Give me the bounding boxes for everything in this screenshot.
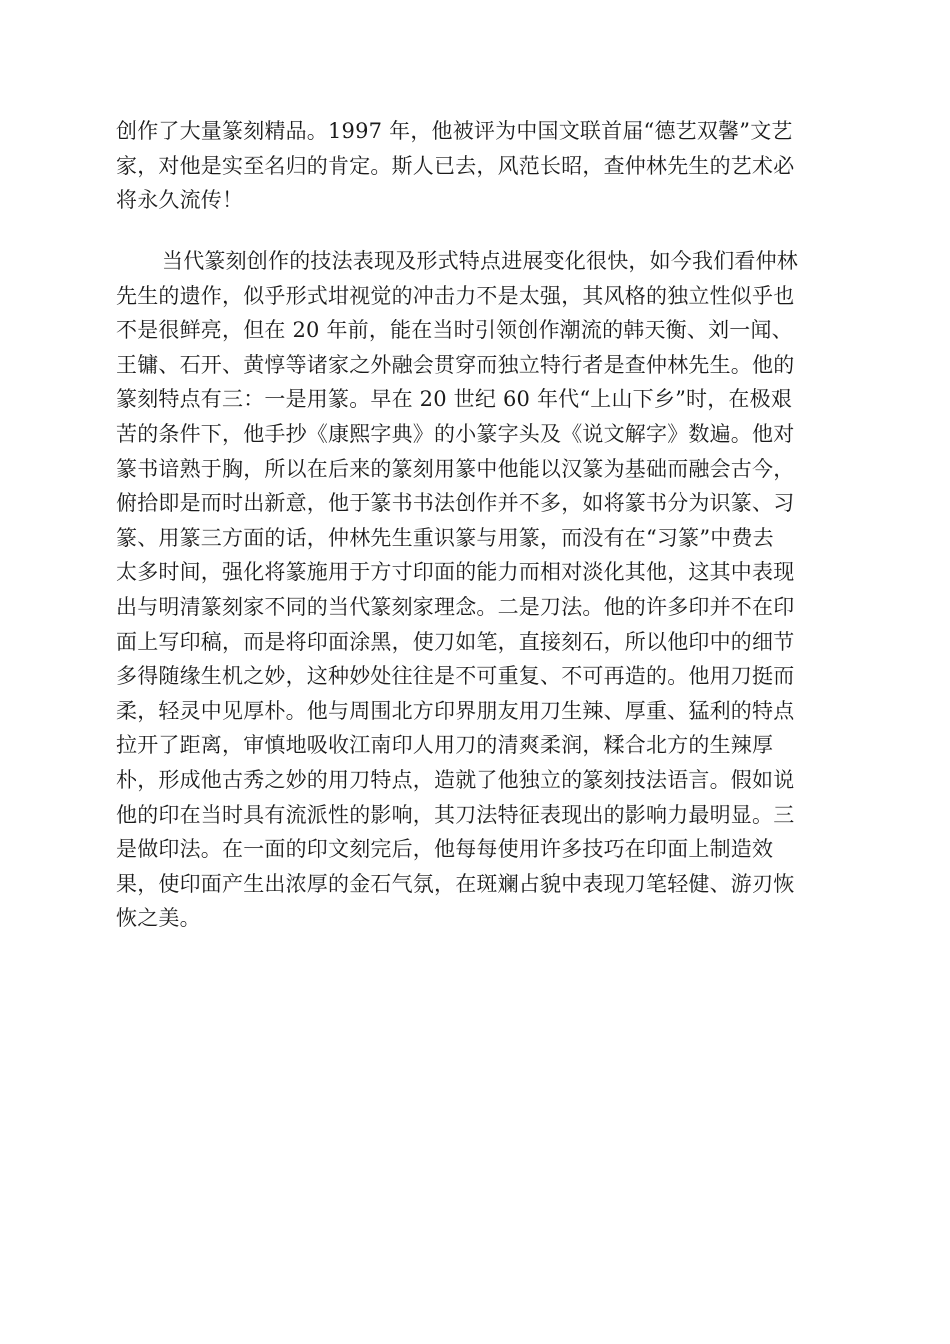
paragraph-line: 多得随缘生机之妙，这种妙处往往是不可重复、不可再造的。他用刀挺而: [116, 664, 795, 689]
paragraph-line: 他的印在当时具有流派性的影响，其刀法特征表现出的影响力最明显。三: [116, 802, 795, 827]
paragraph-line: 先生的遗作，似乎形式坩视觉的冲击力不是太强，其风格的独立性似乎也: [116, 283, 795, 308]
paragraph-line: 太多时间，强化将篆施用于方寸印面的能力而相对淡化其他，这其中表现: [116, 560, 795, 585]
paragraph-line: 拉开了距离，审慎地吸收江南印人用刀的清爽柔润，糅合北方的生辣厚: [116, 733, 774, 758]
paragraph-line: 将永久流传！: [116, 188, 244, 213]
paragraph-line: 篆、用篆三方面的话，仲林先生重识篆与用篆，而没有在“习篆”中费去: [116, 525, 774, 550]
paragraph-line: 柔，轻灵中见厚朴。他与周围北方印界朋友用刀生辣、厚重、猛利的特点: [116, 698, 795, 723]
paragraph-line: 恢之美。: [116, 906, 201, 931]
paragraph-line: 王镛、石开、黄惇等诸家之外融会贯穿而独立特行者是查仲林先生。他的: [116, 352, 795, 377]
paragraph-line: 篆书谙熟于胸，所以在后来的篆刻用篆中他能以汉篆为基础而融会古今，: [116, 456, 795, 481]
paragraph-1: [116, 114, 834, 218]
paragraph-line: 朴，形成他古秀之妙的用刀特点，造就了他独立的篆刻技法语言。假如说: [116, 767, 795, 792]
paragraph-line: 俯拾即是而时出新意，他于篆书书法创作并不多，如将篆书分为识篆、习: [116, 491, 795, 516]
paragraph-line: 不是很鲜亮，但在 20 年前，能在当时引领创作潮流的韩天衡、刘一闻、: [116, 318, 793, 343]
paragraph-2: [116, 244, 834, 936]
paragraph-line: 出与明清篆刻家不同的当代篆刻家理念。二是刀法。他的许多印并不在印: [116, 594, 795, 619]
paragraph-line: 面上写印稿，而是将印面涂黑，使刀如笔，直接刻石，所以他印中的细节: [116, 629, 795, 654]
paragraph-line: 篆刻特点有三：一是用篆。早在 20 世纪 60 年代“上山下乡”时，在极艰: [116, 387, 793, 412]
paragraph-line: 是做印法。在一面的印文刻完后，他每每使用许多技巧在印面上制造效: [116, 837, 774, 862]
paragraph-line: 当代篆刻创作的技法表现及形式特点进展变化很快，如今我们看仲林: [162, 249, 798, 273]
paragraph-line: 创作了大量篆刻精品。1997 年，他被评为中国文联首届“德艺双馨”文艺: [116, 119, 793, 143]
paragraph-line: 果，使印面产生出浓厚的金石气氛，在斑斓占貌中表现刀笔轻健、游刃恢: [116, 871, 795, 896]
paragraph-line: 家，对他是实至名归的肯定。斯人已去，风范长昭，查仲林先生的艺术必: [116, 153, 795, 178]
paragraph-line: 苦的条件下，他手抄《康熙字典》的小篆字头及《说文解字》数遍。他对: [116, 421, 795, 446]
